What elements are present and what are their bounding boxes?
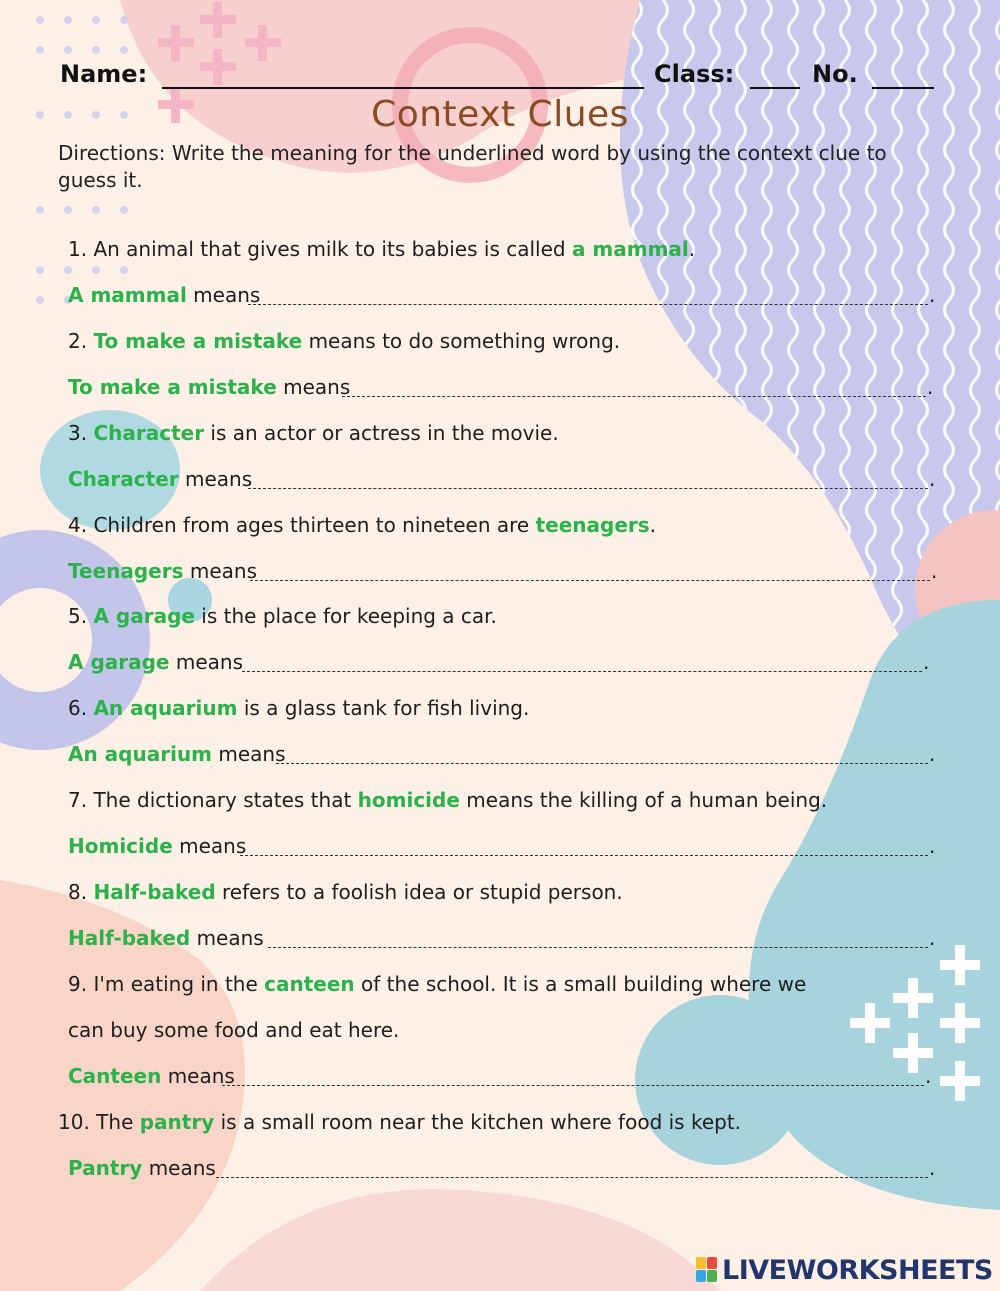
question-text-end: means to do something wrong. — [302, 329, 621, 353]
means-label: means — [184, 467, 253, 491]
question-text-end: . — [688, 237, 696, 261]
period: . — [929, 742, 936, 766]
answer-blank-1[interactable] — [248, 304, 928, 305]
question-text: The — [96, 1110, 140, 1134]
answer-word: Homicide — [68, 834, 173, 858]
answer-blank-3[interactable] — [248, 488, 928, 489]
answer-blank-5[interactable] — [242, 671, 922, 672]
answer-word: Pantry — [68, 1156, 143, 1180]
answer-word: To make a mistake — [68, 375, 277, 399]
question-text-end: means the killing of a human being. — [459, 788, 828, 812]
question-number: 4. — [68, 513, 88, 537]
question-text-end: . — [649, 513, 657, 537]
target-word: To make a mistake — [93, 329, 303, 353]
answer-line-5 — [68, 650, 243, 674]
number-field[interactable] — [872, 87, 934, 89]
answer-line-6 — [68, 742, 286, 766]
answer-blank-2[interactable] — [342, 396, 926, 397]
question-text-end: is a glass tank for fish living. — [237, 696, 530, 720]
target-word: teenagers — [535, 513, 650, 537]
target-word: An aquarium — [93, 696, 238, 720]
period: . — [923, 650, 930, 674]
question-number: 3. — [68, 421, 88, 445]
period: . — [925, 1064, 932, 1088]
question-text: An animal that gives milk to its babies is called — [93, 237, 572, 261]
answer-word: An aquarium — [68, 742, 213, 766]
question-number: 7. — [68, 788, 88, 812]
class-label: Class: — [654, 60, 735, 88]
period: . — [931, 559, 938, 583]
question-2 — [68, 329, 620, 353]
directions-text: Directions: Write the meaning for the underlined word by using the context clue to guess it. — [58, 141, 887, 192]
answer-blank-4[interactable] — [250, 580, 930, 581]
means-label: means — [196, 926, 264, 950]
means-label: means — [283, 375, 351, 399]
question-number: 1. — [68, 237, 88, 261]
period: . — [929, 926, 936, 950]
answer-blank-9[interactable] — [222, 1085, 924, 1086]
name-field[interactable] — [162, 87, 644, 89]
target-word: a mammal — [571, 237, 689, 261]
question-text-end: of the school. It is a small building where we — [354, 972, 807, 996]
answer-word: Canteen — [68, 1064, 162, 1088]
answer-line-4 — [68, 559, 257, 583]
liveworksheets-logo — [696, 1253, 993, 1287]
answer-line-3 — [68, 467, 252, 491]
target-word: canteen — [264, 972, 355, 996]
means-label: means — [167, 1064, 235, 1088]
answer-line-7 — [68, 834, 246, 858]
means-label: means — [189, 559, 257, 583]
question-number: 8. — [68, 880, 88, 904]
answer-line-10 — [68, 1156, 216, 1180]
period: . — [929, 1156, 936, 1180]
answer-blank-10[interactable] — [216, 1177, 928, 1178]
question-9-continued — [68, 1018, 399, 1042]
answer-line-9 — [68, 1064, 235, 1088]
question-number: 9. — [68, 972, 88, 996]
means-label: means — [148, 1156, 216, 1180]
target-word: Character — [93, 421, 205, 445]
answer-word: Half-baked — [68, 926, 191, 950]
page-title: Context Clues — [371, 94, 629, 135]
name-label: Name: — [60, 60, 148, 88]
question-text-end: is the place for keeping a car. — [194, 604, 497, 628]
question-text-end: is an actor or actress in the movie. — [204, 421, 559, 445]
answer-word: Character — [68, 467, 179, 491]
question-number: 2. — [68, 329, 88, 353]
logo-text: LIVEWORKSHEETS — [722, 1254, 993, 1286]
answer-word: Teenagers — [68, 559, 184, 583]
answer-blank-8[interactable] — [268, 947, 928, 948]
means-label: means — [218, 742, 286, 766]
number-label: No. — [812, 60, 858, 88]
question-text: The dictionary states that — [93, 788, 358, 812]
target-word: pantry — [139, 1110, 215, 1134]
question-text: Children from ages thirteen to nineteen are — [93, 513, 536, 537]
question-number: 10. — [58, 1110, 90, 1134]
question-4 — [68, 513, 656, 537]
question-3 — [68, 421, 559, 445]
question-number: 6. — [68, 696, 88, 720]
answer-line-2 — [68, 375, 350, 399]
answer-word: A garage — [68, 650, 170, 674]
means-label: means — [193, 283, 261, 307]
target-word: A garage — [93, 604, 195, 628]
student-info-row — [60, 58, 940, 94]
answer-blank-7[interactable] — [240, 855, 928, 856]
answer-line-8 — [68, 926, 264, 950]
answer-blank-6[interactable] — [276, 763, 928, 764]
question-text-end: is a small room near the kitchen where food is kept. — [214, 1110, 742, 1134]
question-8 — [68, 880, 623, 904]
question-text: I'm eating in the — [93, 972, 265, 996]
period: . — [929, 467, 936, 491]
question-5 — [68, 604, 497, 628]
question-number: 5. — [68, 604, 88, 628]
question-6 — [68, 696, 529, 720]
means-label: means — [179, 834, 247, 858]
target-word: Half-baked — [93, 880, 216, 904]
logo-mark-icon — [696, 1257, 718, 1283]
class-field[interactable] — [750, 87, 800, 89]
question-1 — [68, 237, 695, 261]
target-word: homicide — [357, 788, 460, 812]
answer-word: A mammal — [68, 283, 187, 307]
question-9 — [68, 972, 806, 996]
period: . — [929, 283, 936, 307]
question-7 — [68, 788, 827, 812]
question-text: can buy some food and eat here. — [68, 1018, 400, 1042]
question-text-end: refers to a foolish idea or stupid person. — [215, 880, 623, 904]
means-label: means — [175, 650, 243, 674]
period: . — [929, 834, 936, 858]
question-10 — [58, 1110, 741, 1134]
period: . — [927, 375, 934, 399]
answer-line-1 — [68, 283, 260, 307]
